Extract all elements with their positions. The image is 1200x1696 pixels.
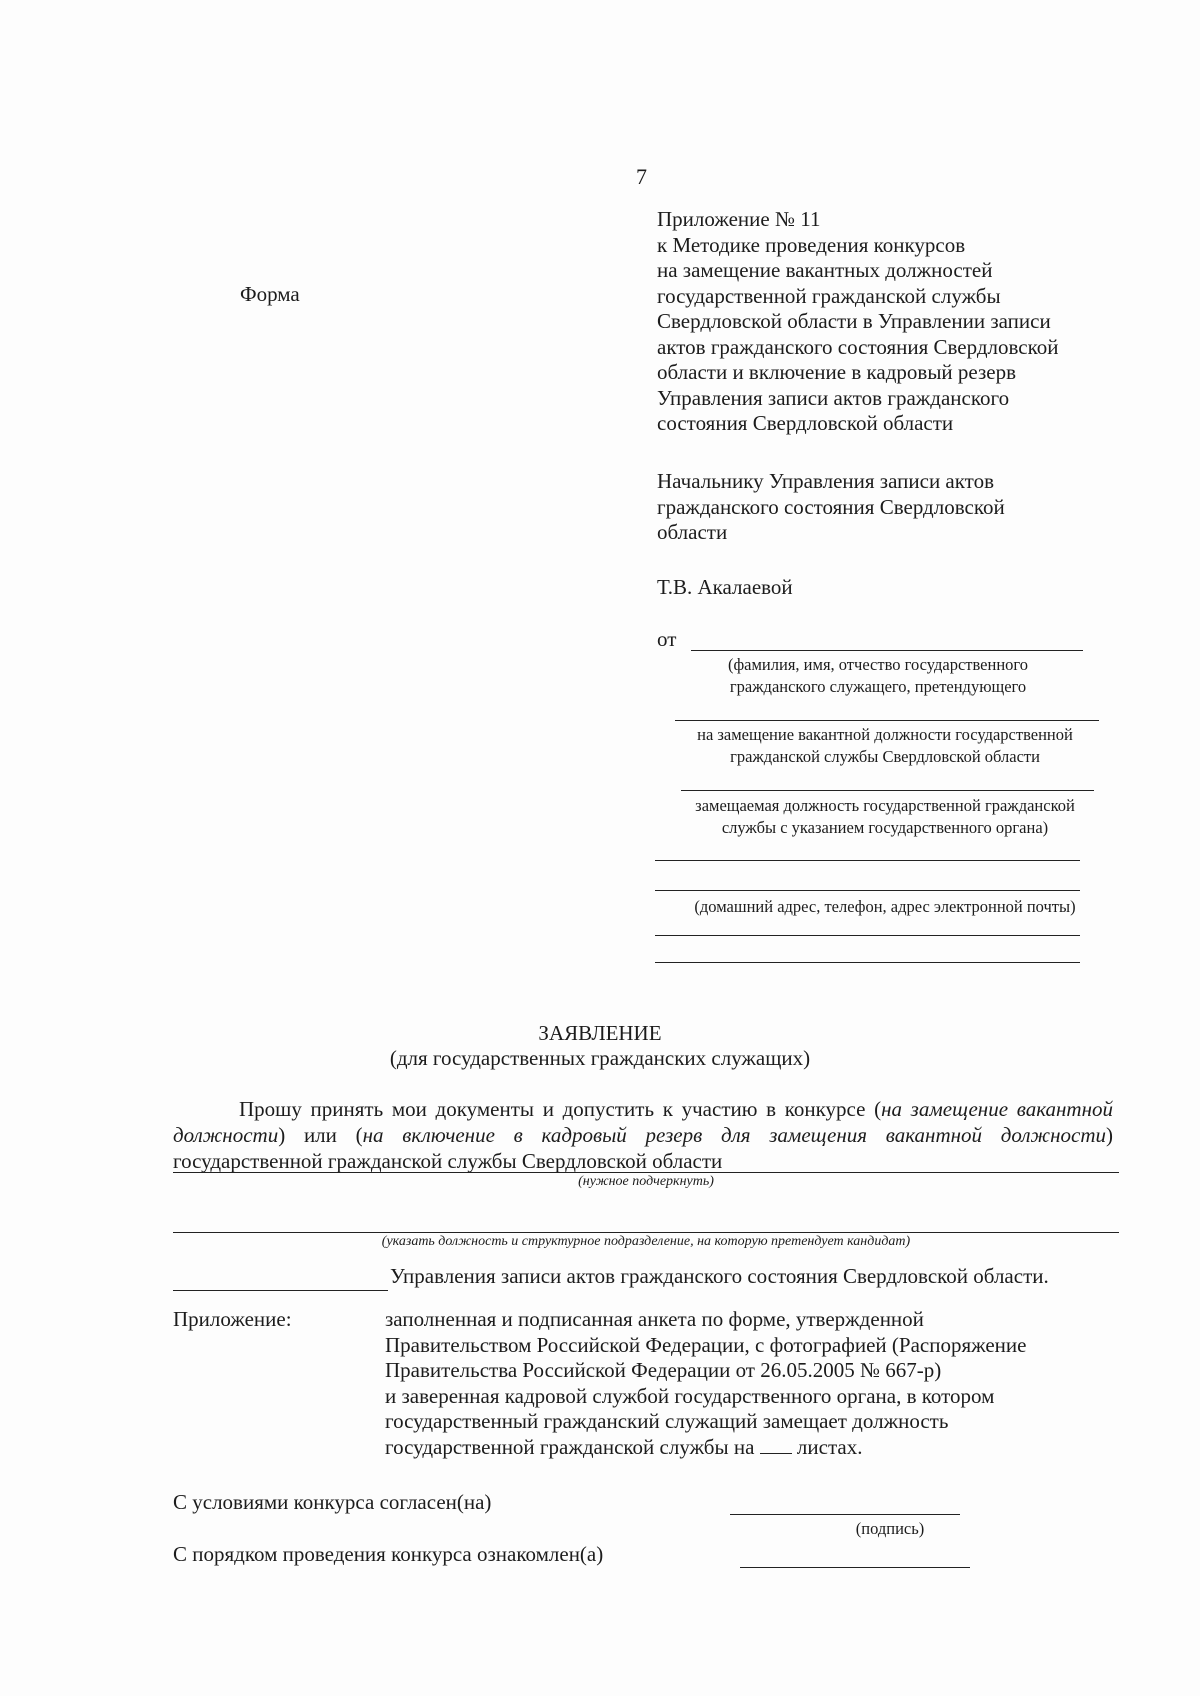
signature-hint: (подпись) [855, 1519, 925, 1538]
appendix-line: состояния Свердловской области [657, 411, 954, 435]
input-line-5[interactable] [655, 890, 1080, 891]
attachment-line: государственный гражданский служащий замещает должность [385, 1409, 949, 1433]
signature-line-1[interactable] [730, 1514, 960, 1515]
hint-line: на замещение вакантной должности государственной [697, 725, 1073, 744]
attachment-label: Приложение: [173, 1307, 292, 1331]
appendix-line: Свердловской области в Управлении записи [657, 309, 1051, 333]
appendix-line: государственной гражданской службы [657, 283, 1001, 308]
form-label: Форма [240, 282, 300, 306]
appendix-line: актов гражданского состояния Свердловской [657, 334, 1059, 359]
hint-line: гражданской службы Свердловской области [730, 747, 1040, 766]
appendix-line: Управления записи актов гражданского [657, 385, 1010, 410]
from-label: от [657, 627, 677, 651]
statement-paragraph: Прошу принять мои документы и допустить к участию в конкурсе (на замещение вакантной должности) или (на включение в кадровый резерв для замещения вакантной должности) государственной гражданской службы Свердловской области [173, 1097, 1113, 1173]
attachment-body [385, 1307, 1125, 1460]
addressee-block [657, 469, 1005, 546]
appendix-block [657, 207, 1059, 437]
appendix-line: на замещение вакантных должностей [657, 258, 993, 282]
from-input-line[interactable] [691, 650, 1083, 651]
statement-title: ЗАЯВЛЕНИЕ [538, 1021, 662, 1045]
addressee-line: Начальнику Управления записи актов [657, 469, 994, 493]
attachment-line: государственной гражданской службы на листах. [385, 1434, 863, 1459]
sheet-count-blank[interactable] [760, 1435, 792, 1454]
attachment-line: Правительства Российской Федерации от 26.05.2005 № 667-р) [385, 1358, 942, 1382]
addressee-line: гражданского состояния Свердловской [657, 494, 1005, 519]
attachment-line: Правительством Российской Федерации, с фотографией (Распоряжение [385, 1332, 1027, 1357]
hint-line: (фамилия, имя, отчество государственного [727, 655, 1029, 674]
option-vacancy: на замещение вакантной должности [173, 1097, 1113, 1147]
hint-current-position [660, 795, 1110, 839]
input-line-4[interactable] [655, 860, 1080, 861]
hint-fullname [663, 654, 1093, 698]
appendix-line: к Методике проведения конкурсов [657, 232, 966, 257]
position-input-line[interactable] [173, 1232, 1119, 1233]
addressee-name: Т.В. Акалаевой [657, 575, 793, 599]
input-line-2[interactable] [675, 720, 1099, 721]
hint-vacancy [660, 724, 1110, 768]
underline-rule [173, 1172, 1119, 1173]
input-line-7[interactable] [655, 962, 1080, 963]
note-position: (указать должность и структурное подразделение, на которую претендует кандидат) [381, 1234, 911, 1249]
hint-line: службы с указанием государственного органа) [721, 818, 1049, 837]
procedure-acknowledgement: С порядком проведения конкурса ознакомлен(а) [173, 1542, 604, 1566]
signature-line-2[interactable] [740, 1567, 970, 1568]
addressee-line: области [657, 520, 728, 544]
hint-line: гражданского служащего, претендующего [729, 677, 1027, 696]
org-input-line[interactable] [173, 1290, 388, 1291]
attachment-line: и заверенная кадровой службой государственного органа, в котором [385, 1383, 995, 1408]
org-line-text: Управления записи актов гражданского состояния Свердловской области. [390, 1264, 1049, 1288]
input-line-3[interactable] [681, 790, 1094, 791]
note-underline: (нужное подчеркнуть) [578, 1174, 714, 1189]
option-reserve: на включение в кадровый резерв для замещения вакантной должности [362, 1123, 1106, 1147]
appendix-line: Приложение № 11 [657, 207, 821, 231]
input-line-6[interactable] [655, 935, 1080, 936]
appendix-line: области и включение в кадровый резерв [657, 360, 1017, 384]
hint-contacts: (домашний адрес, телефон, адрес электронной почты) [694, 897, 1076, 916]
page-number: 7 [636, 164, 647, 189]
conditions-agreement: С условиями конкурса согласен(на) [173, 1490, 492, 1514]
statement-subtitle: (для государственных гражданских служащих) [389, 1046, 811, 1070]
attachment-line: заполненная и подписанная анкета по форме, утвержденной [385, 1307, 924, 1331]
hint-line: замещаемая должность государственной гражданской [695, 796, 1075, 815]
